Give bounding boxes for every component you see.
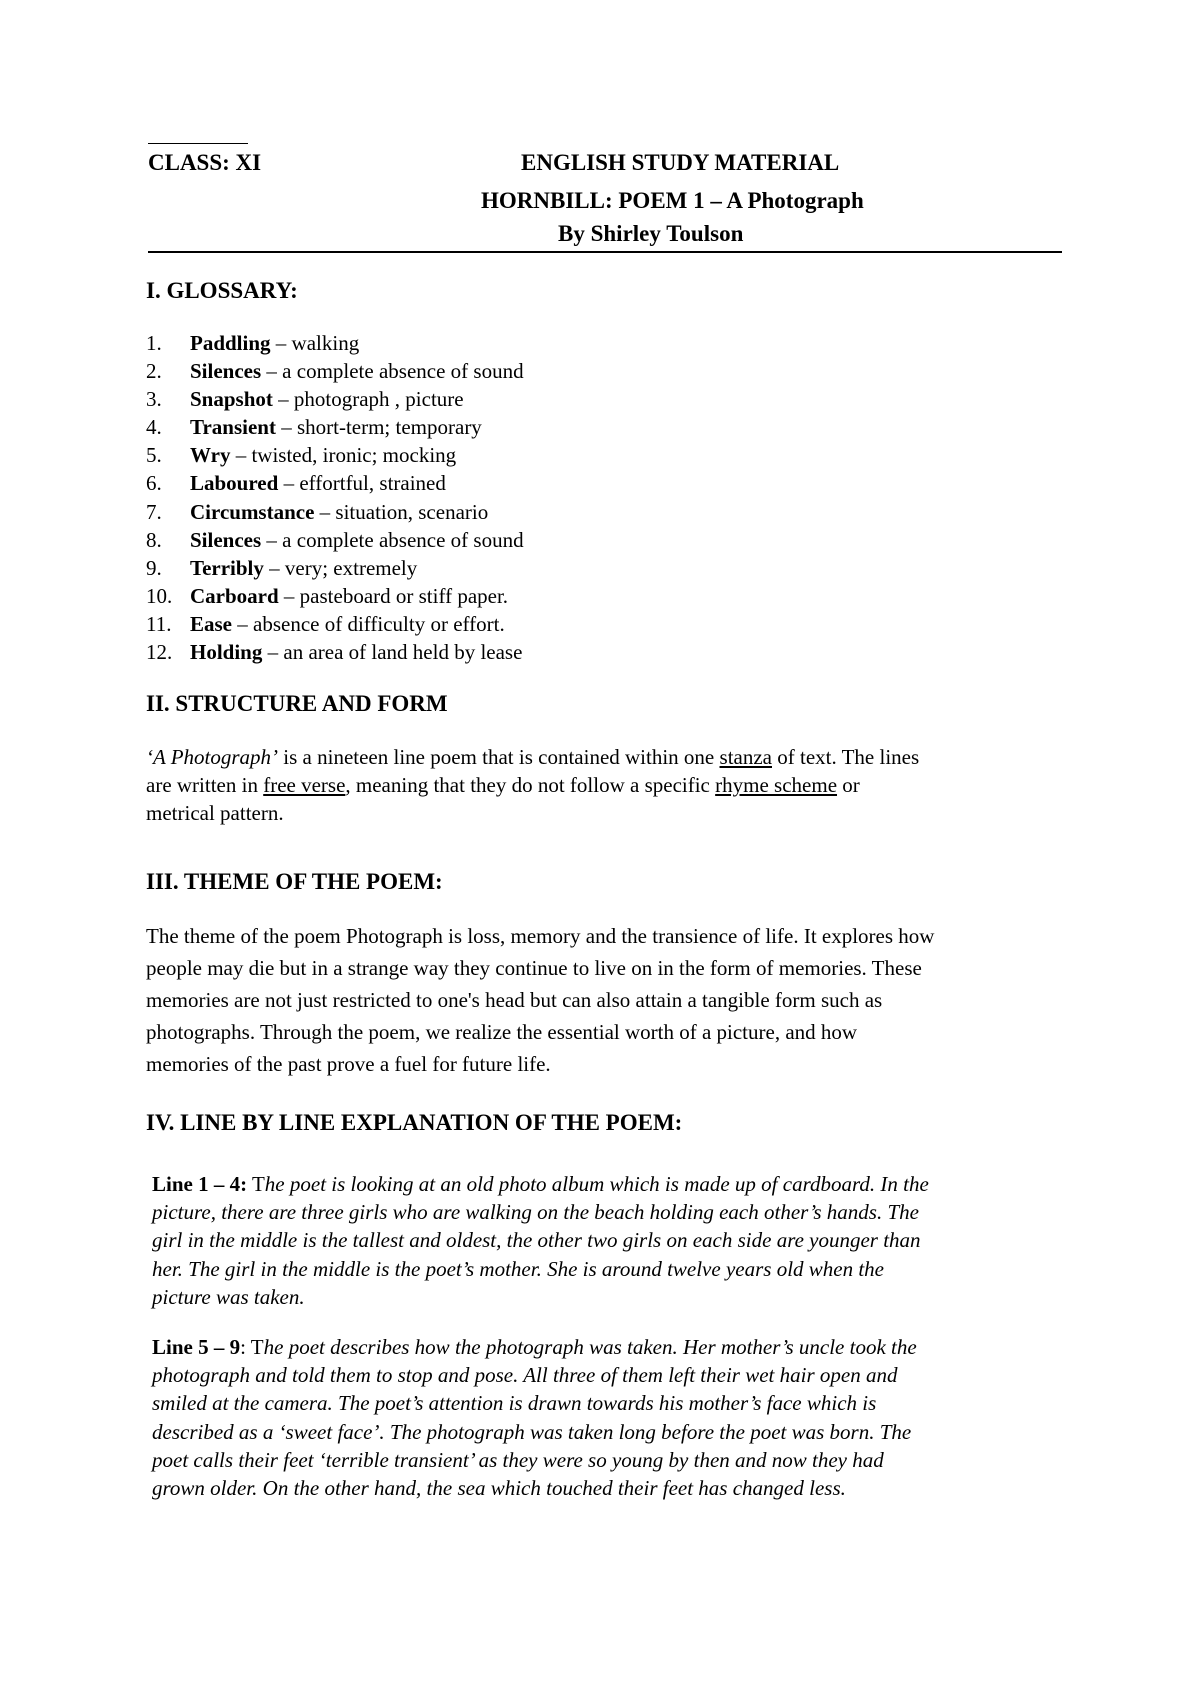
theme-line: people may die but in a strange way they continue to live on in the form of memories. These <box>146 956 922 980</box>
glossary-separator: – <box>263 555 285 580</box>
list-item <box>146 385 524 413</box>
structure-line <box>146 771 919 799</box>
explanation-title: IV. LINE BY LINE EXPLANATION OF THE POEM: <box>146 1110 683 1135</box>
glossary-term: Wry <box>190 443 231 468</box>
glossary-term: Silences <box>190 527 262 552</box>
glossary-term: Snapshot <box>190 387 273 412</box>
list-number: 5. <box>146 443 162 468</box>
list-number: 3. <box>146 387 162 412</box>
glossary-definition: twisted, ironic; mocking <box>251 443 457 468</box>
explanation-block-1 <box>152 1170 929 1311</box>
glossary-separator: – <box>275 415 297 440</box>
list-number: 9. <box>146 555 162 580</box>
list-item <box>146 441 524 469</box>
glossary-separator: – <box>261 359 283 384</box>
list-number: 10. <box>146 583 173 608</box>
material-title: ENGLISH STUDY MATERIAL <box>521 150 840 175</box>
glossary-term: Laboured <box>190 471 279 496</box>
explanation-line: picture, there are three girls who are walking on the beach holding each other’s hands. The <box>152 1200 919 1225</box>
glossary-term: Terribly <box>190 555 264 580</box>
line-range-label: Line 5 – 9 <box>152 1335 241 1359</box>
list-number: 7. <box>146 499 162 524</box>
glossary-definition: walking <box>291 331 360 355</box>
explanation-line: picture was taken. <box>152 1284 305 1309</box>
glossary-term: Holding <box>190 640 263 665</box>
text-run: is a nineteen line poem that is contained within one <box>278 745 720 769</box>
text-run: or <box>837 773 860 797</box>
explanation-line <box>152 1333 917 1361</box>
glossary-term: Paddling <box>190 331 271 355</box>
glossary-definition: a complete absence of sound <box>282 359 524 384</box>
theme-paragraph <box>146 920 934 1080</box>
glossary-title: I. GLOSSARY: <box>146 278 298 303</box>
text-run: he poet is looking at an old photo album which is made up of cardboard. In the <box>264 1172 929 1196</box>
glossary-term: Carboard <box>190 583 279 608</box>
list-number: 2. <box>146 359 162 384</box>
glossary-separator: – <box>278 471 300 496</box>
free-verse-term: free verse <box>263 773 346 797</box>
glossary-definition: pasteboard or stiff paper. <box>299 583 509 608</box>
glossary-list <box>146 329 524 666</box>
structure-paragraph <box>146 743 919 827</box>
glossary-definition: effortful, strained <box>299 471 446 496</box>
explanation-line: girl in the middle is the tallest and oldest, the other two girls on each side are younger than <box>152 1228 921 1253</box>
list-number: 1. <box>146 331 162 355</box>
list-item <box>146 554 524 582</box>
text-run: T <box>247 1172 265 1196</box>
rhyme-scheme-term: rhyme scheme <box>715 773 838 797</box>
list-number: 8. <box>146 527 162 552</box>
text-run: of text. The lines <box>772 745 920 769</box>
stanza-term: stanza <box>719 745 772 769</box>
theme-line: memories are not just restricted to one's head but can also attain a tangible form such as <box>146 988 883 1012</box>
glossary-separator: – <box>262 640 284 665</box>
glossary-definition: situation, scenario <box>335 499 489 524</box>
glossary-definition: photograph , picture <box>293 387 464 412</box>
list-item <box>146 582 524 610</box>
glossary-term: Transient <box>190 415 276 440</box>
explanation-line <box>152 1170 929 1198</box>
theme-line: The theme of the poem Photograph is loss, memory and the transience of life. It explores how <box>146 924 935 948</box>
poem-name: ‘A Photograph’ <box>146 745 279 769</box>
glossary-term: Silences <box>190 359 262 384</box>
structure-title: II. STRUCTURE AND FORM <box>146 691 448 716</box>
glossary-definition: short-term; temporary <box>296 415 482 440</box>
author-line: By Shirley Toulson <box>558 221 744 246</box>
text-run: , meaning that they do not follow a specific <box>345 773 716 797</box>
explanation-line: her. The girl in the middle is the poet’s mother. She is around twelve years old when the <box>152 1256 885 1281</box>
list-item <box>146 610 524 638</box>
glossary-separator: – <box>232 611 253 636</box>
explanation-line: smiled at the camera. The poet’s attention is drawn towards his mother’s face which is <box>152 1391 877 1416</box>
explanation-block-2 <box>152 1333 917 1502</box>
header-bottom-rule <box>148 251 1062 253</box>
glossary-definition: absence of difficulty or effort. <box>253 611 505 636</box>
list-item <box>146 638 524 666</box>
line-range-label: Line 1 – 4: <box>152 1172 248 1196</box>
list-number: 4. <box>146 415 162 440</box>
theme-line: memories of the past prove a fuel for future life. <box>146 1052 551 1076</box>
list-item <box>146 498 524 526</box>
list-number: 6. <box>146 471 162 496</box>
explanation-line: described as a ‘sweet face’. The photograph was taken long before the poet was born. The <box>152 1419 912 1444</box>
glossary-separator: – <box>270 331 292 355</box>
list-number: 12. <box>146 640 173 665</box>
explanation-line: poet calls their feet ‘terrible transient’ as they were so young by then and now they had <box>152 1447 884 1472</box>
list-item <box>146 329 524 357</box>
list-item <box>146 526 524 554</box>
class-label: CLASS: XI <box>148 150 262 175</box>
glossary-separator: – <box>278 583 300 608</box>
text-run: he poet describes how the photograph was taken. Her mother’s uncle took the <box>263 1335 917 1359</box>
glossary-definition: a complete absence of sound <box>282 527 524 552</box>
list-item <box>146 413 524 441</box>
glossary-separator: – <box>272 387 294 412</box>
text-run: : <box>240 1335 246 1359</box>
structure-line <box>146 743 919 771</box>
theme-title: III. THEME OF THE POEM: <box>146 869 443 894</box>
list-number: 11. <box>146 611 172 636</box>
glossary-definition: very; extremely <box>284 555 418 580</box>
poem-title: HORNBILL: POEM 1 – A Photograph <box>481 188 864 213</box>
list-item <box>146 469 524 497</box>
glossary-separator: – <box>261 527 283 552</box>
header-top-rule <box>148 143 248 144</box>
theme-line: photographs. Through the poem, we realize the essential worth of a picture, and how <box>146 1020 858 1044</box>
explanation-line: photograph and told them to stop and pose. All three of them left their wet hair open and <box>152 1363 898 1388</box>
glossary-separator: – <box>230 443 252 468</box>
glossary-term: Circumstance <box>190 499 315 524</box>
glossary-separator: – <box>314 499 336 524</box>
text-run: are written in <box>146 773 264 797</box>
structure-line: metrical pattern. <box>146 801 284 825</box>
list-item <box>146 357 524 385</box>
glossary-term: Ease <box>190 611 232 636</box>
glossary-definition: an area of land held by lease <box>283 640 523 665</box>
explanation-line: grown older. On the other hand, the sea which touched their feet has changed less. <box>152 1476 846 1501</box>
text-run: T <box>245 1335 264 1359</box>
